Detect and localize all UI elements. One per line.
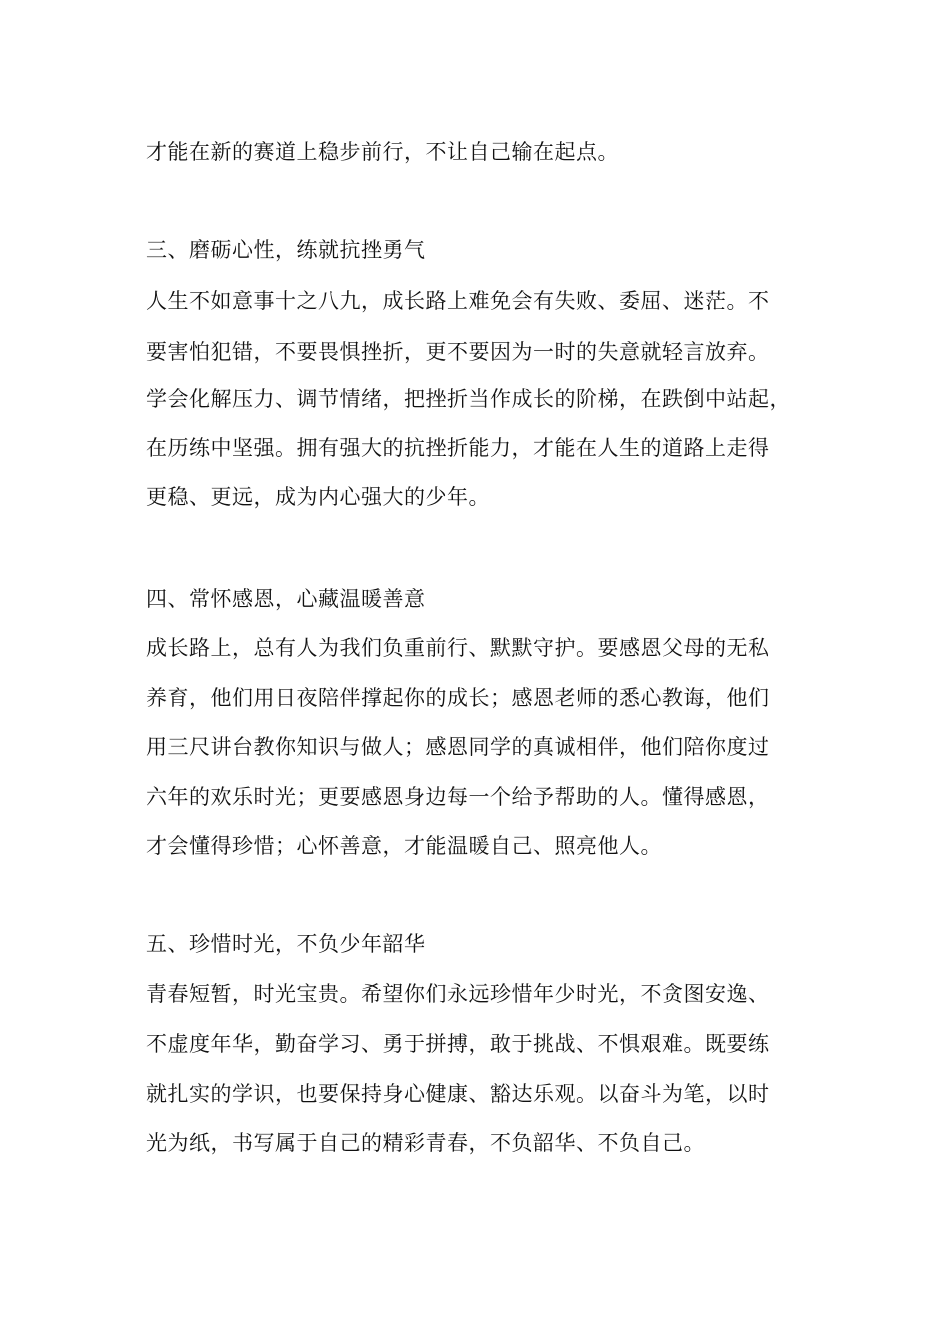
section-5-line-2: 不虚度年华，勤奋学习、勇于拼搏，敢于挑战、不惧艰难。既要练 bbox=[146, 1032, 770, 1056]
section-heading-5: 五、珍惜时光，不负少年韶华 bbox=[146, 932, 426, 956]
section-4-line-3: 用三尺讲台教你知识与做人；感恩同学的真诚相伴，他们陪你度过 bbox=[146, 735, 770, 759]
lead-line: 才能在新的赛道上稳步前行，不让自己输在起点。 bbox=[146, 140, 619, 164]
section-4-line-4: 六年的欢乐时光；更要感恩身边每一个给予帮助的人。懂得感恩， bbox=[146, 785, 770, 809]
section-heading-3: 三、磨砺心性，练就抗挫勇气 bbox=[146, 238, 426, 262]
section-4-line-1: 成长路上，总有人为我们负重前行、默默守护。要感恩父母的无私 bbox=[146, 636, 770, 660]
section-5-line-3: 就扎实的学识，也要保持身心健康、豁达乐观。以奋斗为笔，以时 bbox=[146, 1082, 770, 1106]
section-3-line-5: 更稳、更远，成为内心强大的少年。 bbox=[146, 485, 490, 509]
section-3-line-2: 要害怕犯错，不要畏惧挫折，更不要因为一时的失意就轻言放弃。 bbox=[146, 340, 770, 364]
section-5-line-1: 青春短暂，时光宝贵。希望你们永远珍惜年少时光，不贪图安逸、 bbox=[146, 982, 770, 1006]
section-3-line-4: 在历练中坚强。拥有强大的抗挫折能力，才能在人生的道路上走得 bbox=[146, 436, 770, 460]
section-3-line-3: 学会化解压力、调节情绪，把挫折当作成长的阶梯，在跌倒中站起， bbox=[146, 387, 791, 411]
section-4-line-2: 养育，他们用日夜陪伴撑起你的成长；感恩老师的悉心教诲，他们 bbox=[146, 686, 770, 710]
section-5-line-4: 光为纸，书写属于自己的精彩青春，不负韶华、不负自己。 bbox=[146, 1131, 705, 1155]
section-heading-4: 四、常怀感恩，心藏温暖善意 bbox=[146, 587, 426, 611]
section-4-line-5: 才会懂得珍惜；心怀善意，才能温暖自己、照亮他人。 bbox=[146, 834, 662, 858]
section-3-line-1: 人生不如意事十之八九，成长路上难免会有失败、委屈、迷茫。不 bbox=[146, 289, 770, 313]
